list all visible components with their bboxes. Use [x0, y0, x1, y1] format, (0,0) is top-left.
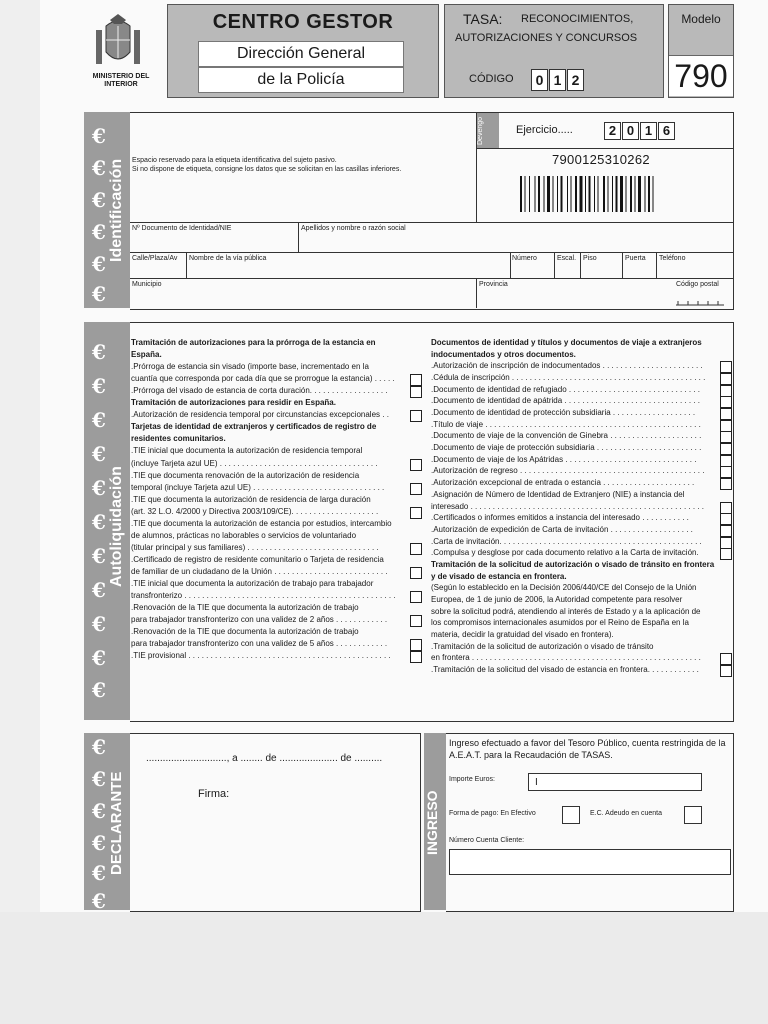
euro-icon: €	[92, 282, 106, 306]
field-codigo-postal[interactable]: Código postal	[676, 281, 719, 288]
tasa-label: TASA:	[463, 11, 503, 27]
ejercicio-digit: 2	[604, 122, 621, 140]
checkbox-option-label: .Autorización de expedición de Carta de invitación . . . . . . . . . . . . . . . . . . .	[431, 524, 693, 534]
checkbox-option-label: (titular principal y sus familiares) . . . . . . . . . . . . . . . . . . . . . . . . . . . . . .	[131, 542, 379, 552]
option-checkbox[interactable]	[410, 507, 422, 519]
codigo-cells	[531, 69, 585, 91]
option-checkbox[interactable]	[410, 459, 422, 471]
option-checkbox[interactable]	[720, 431, 732, 443]
importe-input[interactable]: I	[528, 773, 702, 791]
checkbox-option-label: de familiar de un ciudadano de la Unión . . . . . . . . . . . . . . . . . . . . . . . . . .	[131, 566, 388, 576]
checkbox-option-label: (incluye Tarjeta azul UE) . . . . . . . . . . . . . . . . . . . . . . . . . . . . . . . . . . . .	[131, 458, 378, 468]
checkbox-option-label: .Documento de viaje de los Apátridas . . . . . . . . . . . . . . . . . . . . . . . . . . . . . .	[431, 454, 697, 464]
option-checkbox[interactable]	[410, 386, 422, 398]
checkbox-option-label: .Autorización de residencia temporal por circunstancias excepcionales . .	[131, 410, 389, 420]
checkbox-option-label: .Compulsa y desglose por cada documento relativo a la Carta de invitación.	[431, 548, 699, 558]
barcode-number: 7900125310262	[552, 152, 650, 167]
section-heading: residentes comunitarios.	[131, 434, 226, 444]
checkbox-option-label: temporal (incluye Tarjeta azul UE) . . . . . . . . . . . . . . . . . . . . . . . . . . . . . .	[131, 482, 385, 492]
codigo-digit: 2	[567, 69, 584, 91]
field-divider	[510, 252, 511, 278]
euro-icon: €	[92, 578, 106, 602]
barcode-icon	[520, 176, 692, 212]
option-text: .Renovación de la TIE que documenta la autorización de trabajo	[131, 627, 359, 637]
field-provincia[interactable]: Provincia	[479, 281, 508, 288]
euro-icon: €	[92, 156, 106, 180]
euro-icon: €	[92, 476, 106, 500]
option-checkbox[interactable]	[720, 548, 732, 560]
ministry-label: MINISTERIO DEL INTERIOR	[92, 73, 150, 88]
euro-icon: €	[92, 889, 106, 913]
autoliquidacion-label: Autoliquidación	[108, 466, 125, 588]
field-numero[interactable]: Número	[512, 255, 537, 262]
option-text: de alumnos, prácticas no laborables o servicios de voluntariado	[131, 530, 357, 540]
codigo-digit: 0	[531, 69, 548, 91]
declarante-sidebar	[84, 733, 130, 913]
place-date-line[interactable]: ............................., a ........ de ..................... de ..........	[146, 753, 383, 764]
autoliquidacion-sidebar	[84, 322, 130, 720]
adeudo-checkbox[interactable]	[684, 806, 702, 824]
field-line	[130, 278, 733, 279]
option-text: .Asignación de Número de Identidad de Extranjero (NIE) a instancia del	[431, 489, 685, 499]
importe-label: Importe Euros:	[449, 776, 495, 783]
euro-icon: €	[92, 340, 106, 364]
field-divider	[298, 222, 299, 252]
section-heading: indocumentados y otros documentos.	[431, 349, 576, 359]
tasa-line2: AUTORIZACIONES Y CONCURSOS	[455, 32, 638, 44]
option-text: .TIE que documenta la autorización de estancia por estudios, intercambio	[131, 518, 392, 528]
field-piso[interactable]: Piso	[583, 255, 597, 262]
section-heading: España.	[131, 350, 162, 360]
option-checkbox[interactable]	[410, 591, 422, 603]
postal-code-ticks	[676, 298, 724, 306]
option-checkbox[interactable]	[720, 373, 732, 385]
ejercicio-cells	[604, 122, 676, 140]
checkbox-option-label: .Autorización de inscripción de indocumentados . . . . . . . . . . . . . . . . . . . . . . .	[431, 361, 703, 371]
checkbox-option-label: .Carta de invitación. . . . . . . . . . . . . . . . . . . . . . . . . . . . . . . . . . . . . . . . . . . . . .	[431, 536, 702, 546]
option-checkbox[interactable]	[720, 653, 732, 665]
field-divider	[656, 252, 657, 278]
ec-label: E.C. Adeudo en cuenta	[590, 810, 662, 817]
option-checkbox[interactable]	[720, 513, 732, 525]
euro-icon: €	[92, 188, 106, 212]
field-escal[interactable]: Escal.	[557, 255, 577, 262]
option-text: (Según lo establecido en la Decisión 2006/440/CE del Consejo de la Unión	[431, 583, 697, 593]
field-divider	[622, 252, 623, 278]
codigo-digit: 1	[549, 69, 566, 91]
ejercicio-digit: 1	[640, 122, 657, 140]
checkbox-option-label: .Prórroga del visado de estancia de corta duración. . . . . . . . . . . . . . . . . .	[131, 386, 388, 396]
euro-icon: €	[92, 646, 106, 670]
field-calle[interactable]: Calle/Plaza/Av	[132, 255, 178, 262]
option-checkbox[interactable]	[720, 502, 732, 514]
ingreso-text2: A.E.A.T. para la Recaudación de TASAS.	[449, 750, 613, 760]
firma-label: Firma:	[198, 788, 230, 800]
option-checkbox[interactable]	[410, 483, 422, 495]
checkbox-option-label: en frontera . . . . . . . . . . . . . . . . . . . . . . . . . . . . . . . . . . . . . . . . . . . . . . . . . . . .	[431, 653, 701, 663]
checkbox-option-label: .TIE provisional . . . . . . . . . . . . . . . . . . . . . . . . . . . . . . . . . . . . . . . . . . . . . .	[131, 651, 391, 661]
euro-icon: €	[92, 831, 106, 855]
label-note2: Si no dispone de etiqueta, consigne los datos que se solicitan en las casillas inferiores.	[132, 166, 402, 173]
field-divider	[186, 252, 187, 278]
checkbox-option-label: .Autorización de regreso . . . . . . . . . . . . . . . . . . . . . . . . . . . . . . . . . . . . . . . . . .	[431, 466, 705, 476]
field-divider	[476, 278, 477, 308]
euro-icon: €	[92, 735, 106, 759]
option-checkbox[interactable]	[720, 396, 732, 408]
section-heading: Tarjetas de identidad de extranjeros y certificados de registro de	[131, 422, 377, 432]
euro-icon: €	[92, 510, 106, 534]
option-checkbox[interactable]	[720, 420, 732, 432]
option-checkbox[interactable]	[410, 567, 422, 579]
option-checkbox[interactable]	[720, 443, 732, 455]
field-municipio[interactable]: Municipio	[132, 281, 162, 288]
euro-icon: €	[92, 767, 106, 791]
modelo-label: Modelo	[681, 12, 721, 26]
cuenta-input[interactable]	[449, 849, 731, 875]
option-text: Europea, de 1 de junio de 2006, la Autoridad competente para resolver	[431, 594, 683, 604]
devengo-label: Devengo	[477, 116, 484, 145]
euro-icon: €	[92, 799, 106, 823]
tasa-box	[444, 4, 664, 98]
modelo-box	[668, 4, 734, 98]
option-text: .TIE inicial que documenta la autorización de residencia temporal	[131, 446, 363, 456]
field-divider	[580, 252, 581, 278]
ejercicio-digit: 6	[658, 122, 675, 140]
option-checkbox[interactable]	[720, 537, 732, 549]
option-checkbox[interactable]	[720, 466, 732, 478]
ejercicio-label: Ejercicio.....	[516, 124, 573, 136]
euro-icon: €	[92, 252, 106, 276]
label-note1: Espacio reservado para la etiqueta identificativa del sujeto pasivo.	[132, 157, 337, 164]
policia-label: de la Policía	[198, 67, 404, 93]
checkbox-option-label: para trabajador transfronterizo con una validez de 5 años . . . . . . . . . . . .	[131, 639, 388, 649]
option-checkbox[interactable]	[410, 374, 422, 386]
option-text: sobre la solicitud podrá, atendiendo al interés de Estado y a la aplicación de	[431, 606, 701, 616]
checkbox-option-label: para trabajador transfronterizo con una validez de 2 años . . . . . . . . . . . .	[131, 615, 388, 625]
direccion-general-label: Dirección General	[198, 41, 404, 67]
option-checkbox[interactable]	[410, 543, 422, 555]
tasa-line1: RECONOCIMIENTOS,	[521, 13, 634, 25]
coat-of-arms-icon	[92, 14, 144, 72]
checkbox-option-label: .Documento de viaje de protección subsidiaria . . . . . . . . . . . . . . . . . . . . . . . .	[431, 443, 702, 453]
forma-pago-label: Forma de pago: En Efectivo	[449, 810, 536, 817]
checkbox-option-label: (art. 32 L.O. 4/2000 y Directiva 2003/109/CE). . . . . . . . . . . . . . . . . . . .	[131, 506, 379, 516]
section-heading: Tramitación de autorizaciones para la prórroga de la estancia en	[131, 338, 376, 347]
euro-icon: €	[92, 220, 106, 244]
section-heading: Documentos de identidad y títulos y documentos de viaje a extranjeros	[431, 338, 702, 347]
field-telefono[interactable]: Teléfono	[659, 255, 686, 262]
option-checkbox[interactable]	[410, 651, 422, 663]
devengo-divider	[476, 148, 733, 149]
section-heading: y de visado de estancia en frontera.	[431, 571, 567, 581]
centro-gestor-box	[167, 4, 439, 98]
centro-gestor-title: CENTRO GESTOR	[212, 11, 394, 33]
option-text: .TIE que documenta renovación de la autorización de residencia	[131, 470, 360, 480]
option-checkbox[interactable]	[410, 615, 422, 627]
declarante-label: DECLARANTE	[108, 771, 125, 875]
ingreso-label: INGRESO	[424, 790, 440, 856]
option-checkbox[interactable]	[720, 385, 732, 397]
option-text: .TIE inicial que documenta la autorización de trabajo para trabajador	[131, 579, 374, 588]
checkbox-option-label: interesado . . . . . . . . . . . . . . . . . . . . . . . . . . . . . . . . . . . . . . . . . . . . . . . . . . . . .	[431, 501, 704, 511]
ejercicio-digit: 0	[622, 122, 639, 140]
field-nie[interactable]: Nº Documento de Identidad/NIE	[132, 225, 232, 232]
option-text: .TIE que documenta la autorización de residencia de larga duración	[131, 494, 371, 504]
option-checkbox[interactable]	[410, 639, 422, 651]
identificacion-label: Identificación	[108, 158, 125, 262]
euro-icon: €	[92, 374, 106, 398]
field-line	[130, 222, 733, 223]
checkbox-option-label: .Certificados o informes emitidos a instancia del interesado . . . . . . . . . . .	[431, 513, 689, 523]
option-text: materia, decidir la gratuidad del visado en frontera).	[431, 630, 614, 639]
checkbox-option-label: transfronterizo . . . . . . . . . . . . . . . . . . . . . . . . . . . . . . . . . . . . . . . . . . . . . . . .	[131, 591, 396, 601]
option-checkbox[interactable]	[720, 455, 732, 467]
checkbox-option-label: .Tramitación de la solicitud del visado de estancia en frontera. . . . . . . . . . . .	[431, 665, 699, 675]
ingreso-sidebar	[424, 733, 446, 910]
field-puerta[interactable]: Puerta	[625, 255, 646, 262]
option-text: .Tramitación de la solicitud de autorización o visado de tránsito	[431, 641, 654, 651]
option-text: .Certificado de registro de residente comunitario o Tarjeta de residencia	[131, 554, 384, 564]
section-heading: Tramitación de la solicitud de autorización o visado de tránsito en frontera	[431, 559, 715, 569]
checkbox-option-label: .Documento de identidad de refugiado . . . . . . . . . . . . . . . . . . . . . . . . . . . . . .	[431, 384, 701, 394]
euro-icon: €	[92, 861, 106, 885]
euro-icon: €	[92, 612, 106, 636]
devengo-sidebar	[477, 113, 499, 148]
efectivo-checkbox[interactable]	[562, 806, 580, 824]
codigo-label: CÓDIGO	[469, 73, 514, 85]
option-checkbox[interactable]	[720, 525, 732, 537]
cuenta-label: Número Cuenta Cliente:	[449, 837, 525, 844]
checkbox-option-label: .Cédula de inscripción . . . . . . . . . . . . . . . . . . . . . . . . . . . . . . . . . . . . . . . . . . . .	[431, 373, 706, 383]
euro-icon: €	[92, 544, 106, 568]
checkbox-option-label: .Autorización excepcional de entrada o estancia . . . . . . . . . . . . . . . . . . . . .	[431, 478, 695, 488]
option-checkbox[interactable]	[720, 665, 732, 677]
checkbox-option-label: .Documento de identidad de protección subsidiaria . . . . . . . . . . . . . . . . . . .	[431, 408, 696, 418]
option-checkbox[interactable]	[720, 408, 732, 420]
option-checkbox[interactable]	[720, 361, 732, 373]
euro-icon: €	[92, 678, 106, 702]
field-apellidos[interactable]: Apellidos y nombre o razón social	[301, 225, 406, 232]
option-checkbox[interactable]	[720, 478, 732, 490]
checkbox-option-label: .Documento de viaje de la convención de Ginebra . . . . . . . . . . . . . . . . . . . . .	[431, 431, 702, 441]
euro-icon: €	[92, 442, 106, 466]
field-divider	[554, 252, 555, 278]
field-via[interactable]: Nombre de la vía pública	[189, 255, 267, 262]
euro-icon: €	[92, 408, 106, 432]
checkbox-option-label: cuantía que corresponda por cada día que se prorrogue la estancia) . . . . .	[131, 374, 395, 384]
page-shadow	[0, 912, 768, 1024]
option-text: los compromisos internacionales asumidos por el Reino de España en la	[431, 618, 689, 628]
euro-icon: €	[92, 124, 106, 148]
checkbox-option-label: .Documento de identidad de apátrida . . . . . . . . . . . . . . . . . . . . . . . . . . . . . . .	[431, 396, 701, 406]
checkbox-option-label: .Título de viaje . . . . . . . . . . . . . . . . . . . . . . . . . . . . . . . . . . . . . . . . . . . . . . . . .	[431, 419, 701, 429]
option-text: .Prórroga de estancia sin visado (importe base, incrementado en la	[131, 362, 369, 372]
modelo-number: 790	[669, 55, 733, 96]
identificacion-sidebar	[84, 112, 130, 308]
option-text: .Renovación de la TIE que documenta la autorización de trabajo	[131, 603, 359, 613]
option-checkbox[interactable]	[410, 410, 422, 422]
ingreso-text1: Ingreso efectuado a favor del Tesoro Público, cuenta restringida de la	[449, 738, 726, 748]
section-heading: Tramitación de autorizaciones para residir en España.	[131, 398, 336, 408]
field-line	[130, 252, 733, 253]
